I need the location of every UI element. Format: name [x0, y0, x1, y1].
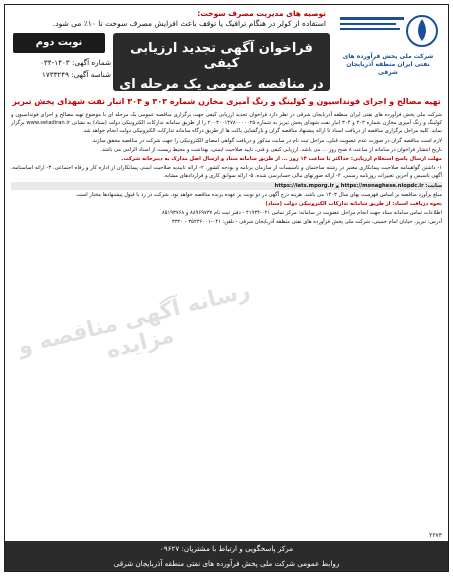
fuel-tip-title: توصیه های مدیریت مصرف سوخت: — [197, 9, 326, 18]
headline-line-1: فراخوان آگهی تجدید ارزیابی کیفی — [130, 41, 313, 71]
company-logo-text: شرکت ملی پخش فرآورده های نفتی ایران منطقه آذربایجان شرقی — [342, 53, 434, 76]
tender-subject: تهیه مصالح و اجرای فونداسیون و کولینگ و رنگ آمیزی مخازن شماره ۳۰۳ و ۳۰۴ انبار نفت شهدای پخش تبریز — [12, 97, 441, 106]
website-links[interactable]: سایت: https://monaghese.niopdc.ir و https://iets.mporg.ir — [11, 182, 442, 190]
requirements-paragraph: ۱- داشتن گواهینامه صلاحیت پیمانکاری معتبر در رشته ساختمان و تاسیسات از سازمان برنامه و بودجه کشور. ۲- ارائه تاییدیه صلاحیت ایمنی پیمانکاران از اداره کار و رفاه اجتماعی. ۳- ارائه اساسنامه، آگهی تاسیس و آخرین تغییرات روزنامه رسمی. ۴- ارائه صورتهای مالی حسابرسی شده. ۵- ارائه سوابق کاری و قراردادهای مشابه. — [11, 165, 442, 180]
company-logo — [334, 9, 442, 87]
body-paragraph: شرکت ملی پخش فرآورده های نفتی ایران منطقه آذربایجان شرقی در نظر دارد فراخوان تجدید ارزیابی کیفی جهت برگزاری مناقصه عمومی یک مرحله ای با موضوع تهیه مصالح و اجرای فونداسیون و کولینگ و رنگ آمیزی مخازن شماره ۳۰۳ و ۳۰۴ انبار نفت شهدای پخش تبریز به شماره ۲۰۰۳۰۰۱۴۷۸۰۰۰۰۰۲۵ را از طریق سامانه تدارکات الکترونیکی دولت (ستاد) به نشانی www.setadiran.ir برگزار نماید. کلیه مراحل برگزاری مناقصه از دریافت اسناد تا ارائه پیشنهاد مناقصه گران و بازگشایی پاکت ها از طریق درگاه سامانه تدارکات الکترونیکی دولت انجام خواهد شد. — [11, 112, 442, 135]
ad-body — [11, 111, 442, 537]
watermark: رسانه آگهی مناقصه و مزایده — [15, 278, 253, 364]
ad-id: شناسه آگهی: ۱۷۳۳۲۴۹ — [41, 70, 111, 79]
fuel-tip — [9, 9, 330, 31]
address-paragraph: آدرس: تبریز، خیابان امام خمینی، شرکت ملی پخش فرآورده های نفتی منطقه آذربایجان شرقی - تلفن: ۰۴۱-۳۵۲۳۶۰۰۱ - ۳۳۲۰ — [172, 219, 442, 226]
headline-line-2: در مناقصه عمومی یک مرحله ای — [119, 77, 324, 92]
deadline-paragraph: مهلت ارسال پاسخ استعلام ارزیابی: حداکثر تا ساعت ۱۴ روز ... از طریق سامانه ستاد و ارسال اصل مدارک به دبیرخانه شرکت. — [121, 156, 442, 163]
footer-hotline: مرکز پاسخگویی و ارتباط با مشتریان: ۰۹۶۲۷ — [159, 544, 294, 553]
documents-paragraph: نحوه دریافت اسناد: از طریق سامانه تدارکات الکترونیکی دولت (ستاد) — [265, 201, 442, 208]
print-id: ۲۲۷۳ — [429, 532, 442, 539]
round-badge: نوبت دوم — [13, 33, 105, 53]
ad-number: شماره آگهی: ۱۴۰۳-۰۳۴ — [40, 58, 111, 67]
body-paragraph: تاریخ انتشار فراخوان در سامانه از ساعت ۸ صبح روز ... می باشد. ارزیابی کیفی و فنی، تایید صلاحیت ایمنی، بهداشت و محیط زیست از اسناد الزامی می باشد. — [100, 146, 442, 153]
ad-page — [4, 4, 449, 572]
footer-public-relations: روابط عمومی شرکت ملی پخش فرآورده های نفتی منطقه آذربایجان شرقی — [113, 559, 340, 568]
body-paragraph: مبلغ برآورد مناقصه بر اساس فهرست بهای سال ۱۴۰۳ می باشد. هزینه درج آگهی در دو نوبت بر عهده برنده مناقصه خواهد بود. شرکت در رد یا قبول پیشنهادها مختار است. — [75, 191, 442, 198]
body-paragraph: لازم است مناقصه گران در صورت عدم عضویت قبلی، مراحل ثبت نام در سایت مذکور و دریافت گواهی امضای الکترونیکی را جهت شرکت در مناقصه محقق سازند. — [91, 137, 442, 144]
ad-numbers — [11, 57, 111, 81]
footer-bar — [5, 541, 448, 571]
fuel-tip-text: استفاده از کولر در هنگام ترافیک یا توقف باعث افزایش مصرف سوخت تا ۱۰٪ می شود. — [52, 19, 326, 28]
headline-banner — [113, 33, 330, 91]
contact-paragraph: اطلاعات تماس سامانه ستاد جهت انجام مراحل عضویت در سامانه: مرکز تماس ۰۲۱-۴۱۹۳۴ - دفتر ثبت نام ۸۸۹۶۹۷۳۷ و ۸۵۱۹۳۷۶۸ — [161, 210, 442, 217]
